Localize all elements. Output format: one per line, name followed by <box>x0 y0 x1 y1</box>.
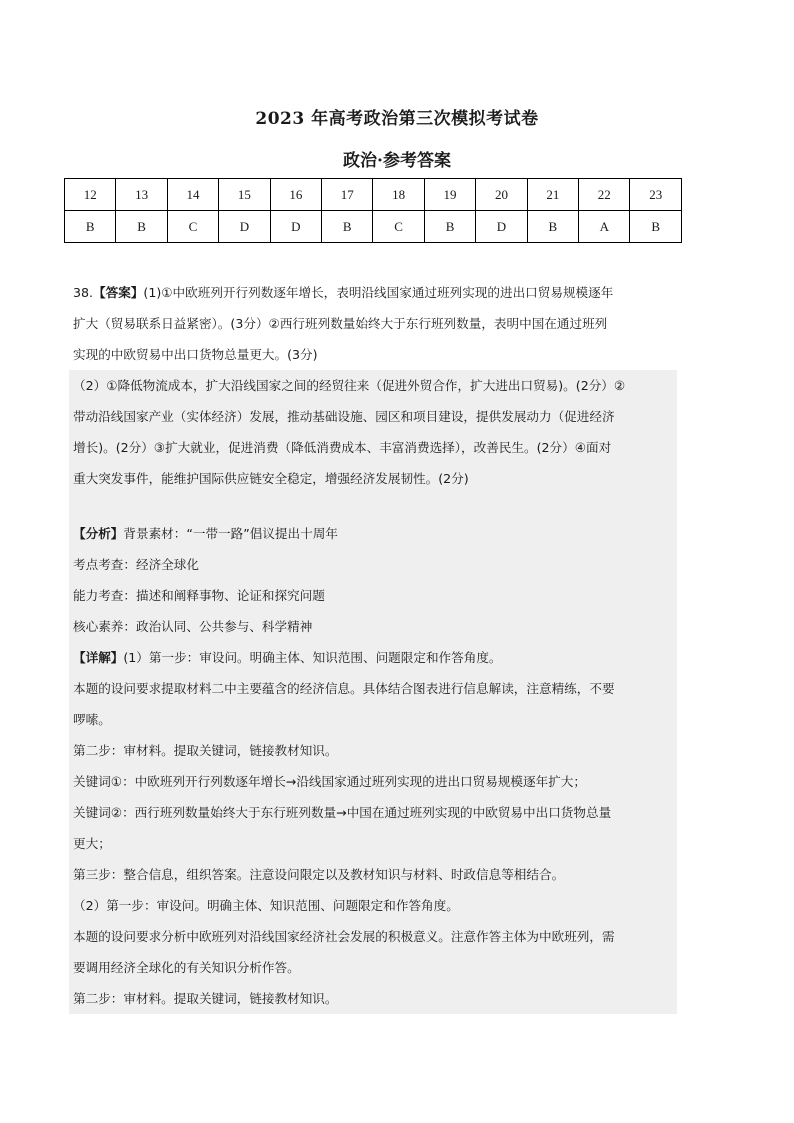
question-number: 18 <box>373 179 424 211</box>
answer-letter: D <box>219 211 270 243</box>
detail-line: 本题的设问要求分析中欧班列对沿线国家经济社会发展的积极意义。注意作答主体为中欧班列，需 <box>73 929 615 944</box>
question-number: 12 <box>65 179 116 211</box>
detail-line: 第二步：审材料。提取关键词，链接教材知识。 <box>73 991 338 1006</box>
question-number-row <box>65 179 682 211</box>
detail-line: 第二步：审材料。提取关键词，链接教材知识。 <box>73 743 338 758</box>
answer-letter: C <box>373 211 424 243</box>
answer-line: 38.【答案】(1)①中欧班列开行列数逐年增长，表明沿线国家通过班列实现的进出口贸易规模逐年 <box>73 285 614 300</box>
analysis-tag: 【分析】 <box>73 526 124 541</box>
answer-table <box>64 178 682 243</box>
answer-line: 扩大（贸易联系日益紧密）。(3分）②西行班列数量始终大于东行班列数量，表明中国在通过班列 <box>73 316 608 331</box>
detail-line: 第三步：整合信息，组织答案。注意设问限定以及教材知识与材料、时政信息等相结合。 <box>73 867 565 882</box>
question-number: 13 <box>116 179 167 211</box>
detail-line: 要调用经济全球化的有关知识分析作答。 <box>73 960 300 975</box>
question-number: 38. <box>73 285 94 300</box>
analysis-line: 【分析】背景素材：“一带一路”倡议提出十周年 <box>73 526 338 541</box>
answer-letter: D <box>270 211 321 243</box>
question-number: 16 <box>270 179 321 211</box>
answer-letter: D <box>476 211 527 243</box>
detail-section <box>69 642 677 1014</box>
answer-tag: 【答案】 <box>93 285 144 300</box>
analysis-line: 核心素养：政治认同、公共参与、科学精神 <box>73 619 313 634</box>
answer-letter: B <box>322 211 373 243</box>
detail-tag: 【详解】 <box>73 650 124 665</box>
analysis-line: 考点考查：经济全球化 <box>73 557 199 572</box>
question-number: 22 <box>579 179 630 211</box>
answer-line: 带动沿线国家产业（实体经济）发展，推动基础设施、园区和项目建设，提供发展动力（促进经济 <box>73 409 615 424</box>
answer-line: 重大突发事件，能维护国际供应链安全稳定，增强经济发展韧性。(2分) <box>73 471 469 486</box>
answer-part-2 <box>69 370 677 518</box>
detail-line: 啰嗦。 <box>73 712 111 727</box>
answer-line: 实现的中欧贸易中出口货物总量更大。(3分) <box>73 347 318 362</box>
answer-letter: A <box>579 211 630 243</box>
question-number: 15 <box>219 179 270 211</box>
question-number: 19 <box>424 179 475 211</box>
blank-space <box>69 494 677 518</box>
detail-line: 关键词②：西行班列数量始终大于东行班列数量→中国在通过班列实现的中欧贸易中出口货物总量 <box>73 805 612 820</box>
question-38-answer <box>69 277 677 1014</box>
question-number: 14 <box>167 179 218 211</box>
answer-line: （2）①降低物流成本，扩大沿线国家之间的经贸往来（促进外贸合作，扩大进出口贸易)。(2分）② <box>73 378 626 393</box>
answer-part-1 <box>69 277 677 370</box>
analysis-section <box>69 518 677 642</box>
answer-letter: B <box>527 211 578 243</box>
answer-row <box>65 211 682 243</box>
analysis-line: 能力考查：描述和阐释事物、论证和探究问题 <box>73 588 325 603</box>
question-number: 20 <box>476 179 527 211</box>
detail-line: 【详解】(1）第一步：审设问。明确主体、知识范围、问题限定和作答角度。 <box>73 650 502 665</box>
answer-letter: B <box>116 211 167 243</box>
question-number: 17 <box>322 179 373 211</box>
question-number: 21 <box>527 179 578 211</box>
detail-line: 关键词①：中欧班列开行列数逐年增长→沿线国家通过班列实现的进出口贸易规模逐年扩大； <box>73 774 586 789</box>
detail-line: 本题的设问要求提取材料二中主要蕴含的经济信息。具体结合图表进行信息解读，注意精练，不要 <box>73 681 615 696</box>
page-subtitle: 政治·参考答案 <box>343 151 451 171</box>
answer-letter: B <box>630 211 682 243</box>
question-number: 23 <box>630 179 682 211</box>
answer-line: 增长)。(2分）③扩大就业，促进消费（降低消费成本、丰富消费选择），改善民生。(2分）④面对 <box>73 440 612 455</box>
answer-letter: C <box>167 211 218 243</box>
page-title: 2023 年高考政治第三次模拟考试卷 <box>255 109 539 129</box>
answer-letter: B <box>424 211 475 243</box>
answer-letter: B <box>65 211 116 243</box>
detail-line: 更大； <box>73 836 111 851</box>
detail-line: （2）第一步：审设问。明确主体、知识范围、问题限定和作答角度。 <box>73 898 459 913</box>
